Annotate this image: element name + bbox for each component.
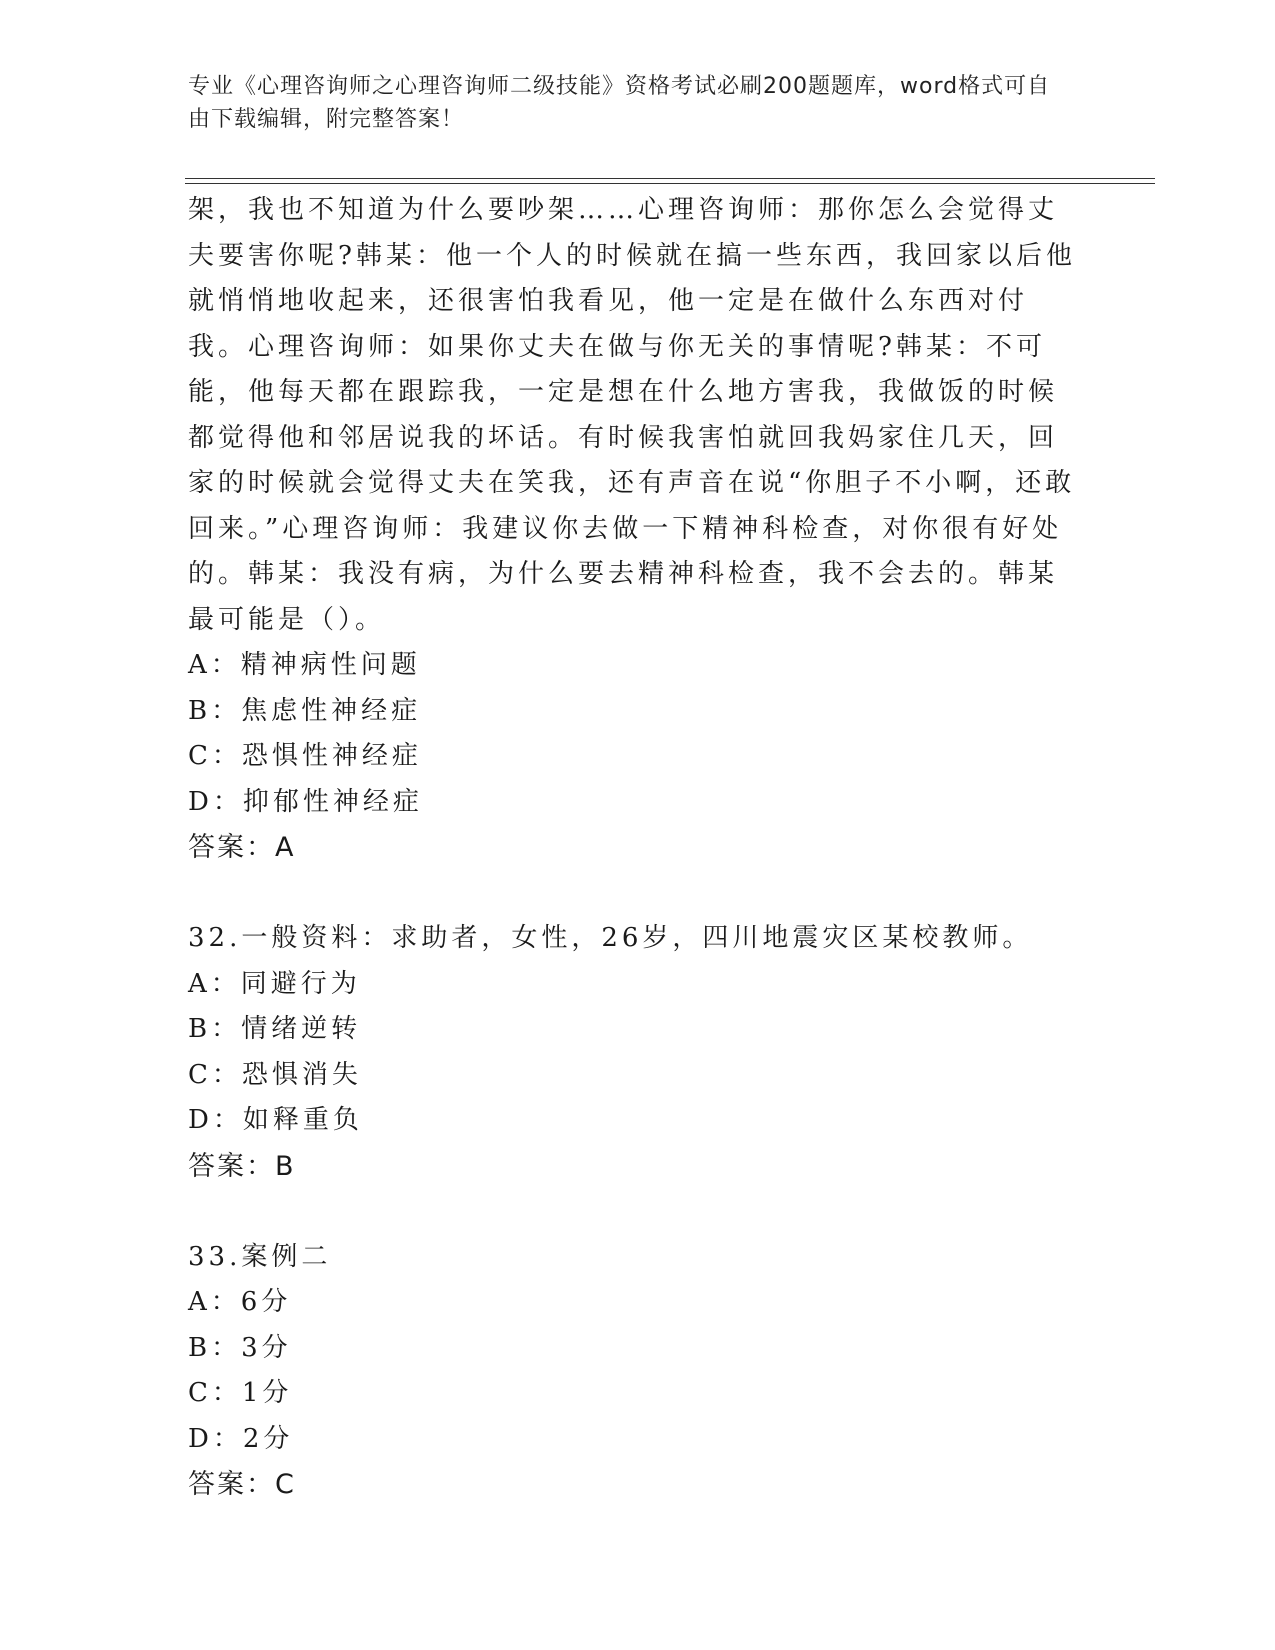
question-31-option-c: C：恐惧性神经症 [188,741,422,771]
spacer [188,871,1078,917]
question-33 [188,1235,1078,1508]
question-31-answer: 答案：A [188,832,296,863]
question-33-option-d: D：2分 [188,1423,294,1454]
header-rule-top [185,178,1155,179]
spacer [188,1189,1078,1235]
question-31-text: 架，我也不知道为什么要吵架……心理咨询师：那你怎么会觉得丈夫要害你呢?韩某：他一个人的时候就在搞一些东西，我回家以后他就悄悄地收起来，还很害怕我看见，他一定是在做什么东西对付我。心理咨询师：如果你丈夫在做与你无关的事情呢?韩某：不可能，他每天都在跟踪我，一定是想在什么地方害我，我做饭的时候都觉得他和邻居说我的坏话。有时候我害怕就回我妈家住几天，回家的时候就会觉得丈夫在笑我，还有声音在说“你胆子不小啊，还敢回来。”心理咨询师：我建议你去做一下精神科检查，对你很有好处的。韩某：我没有病，为什么要去精神科检查，我不会去的。韩某最可能是（）。 [188,195,1076,635]
question-31-option-d: D：抑郁性神经症 [188,786,423,817]
question-33-answer: 答案：C [188,1469,296,1500]
question-32-option-a: A：同避行为 [188,968,361,999]
document-header: 专业《心理咨询师之心理咨询师二级技能》资格考试必刷200题题库，word格式可自由下载编辑，附完整答案！ [188,74,1051,132]
document-body [188,188,1078,1508]
question-33-option-b: B：3分 [188,1332,292,1363]
question-32 [188,916,1078,1189]
question-32-answer: 答案：B [188,1150,296,1182]
question-31-option-b: B：焦虑性神经症 [188,695,422,726]
question-32-text: 32.一般资料：求助者，女性，26岁，四川地震灾区某校教师。 [188,923,1033,953]
question-33-option-a: A：6分 [188,1287,292,1317]
question-33-option-c: C：1分 [188,1378,293,1408]
question-31 [188,188,1078,871]
header-rule-bottom [185,183,1155,184]
question-31-option-a: A：精神病性问题 [188,650,421,680]
question-32-option-b: B：情绪逆转 [188,1014,362,1044]
question-32-option-c: C：恐惧消失 [188,1059,362,1090]
question-32-option-d: D：如释重负 [188,1105,363,1135]
question-33-text: 33.案例二 [188,1241,332,1272]
